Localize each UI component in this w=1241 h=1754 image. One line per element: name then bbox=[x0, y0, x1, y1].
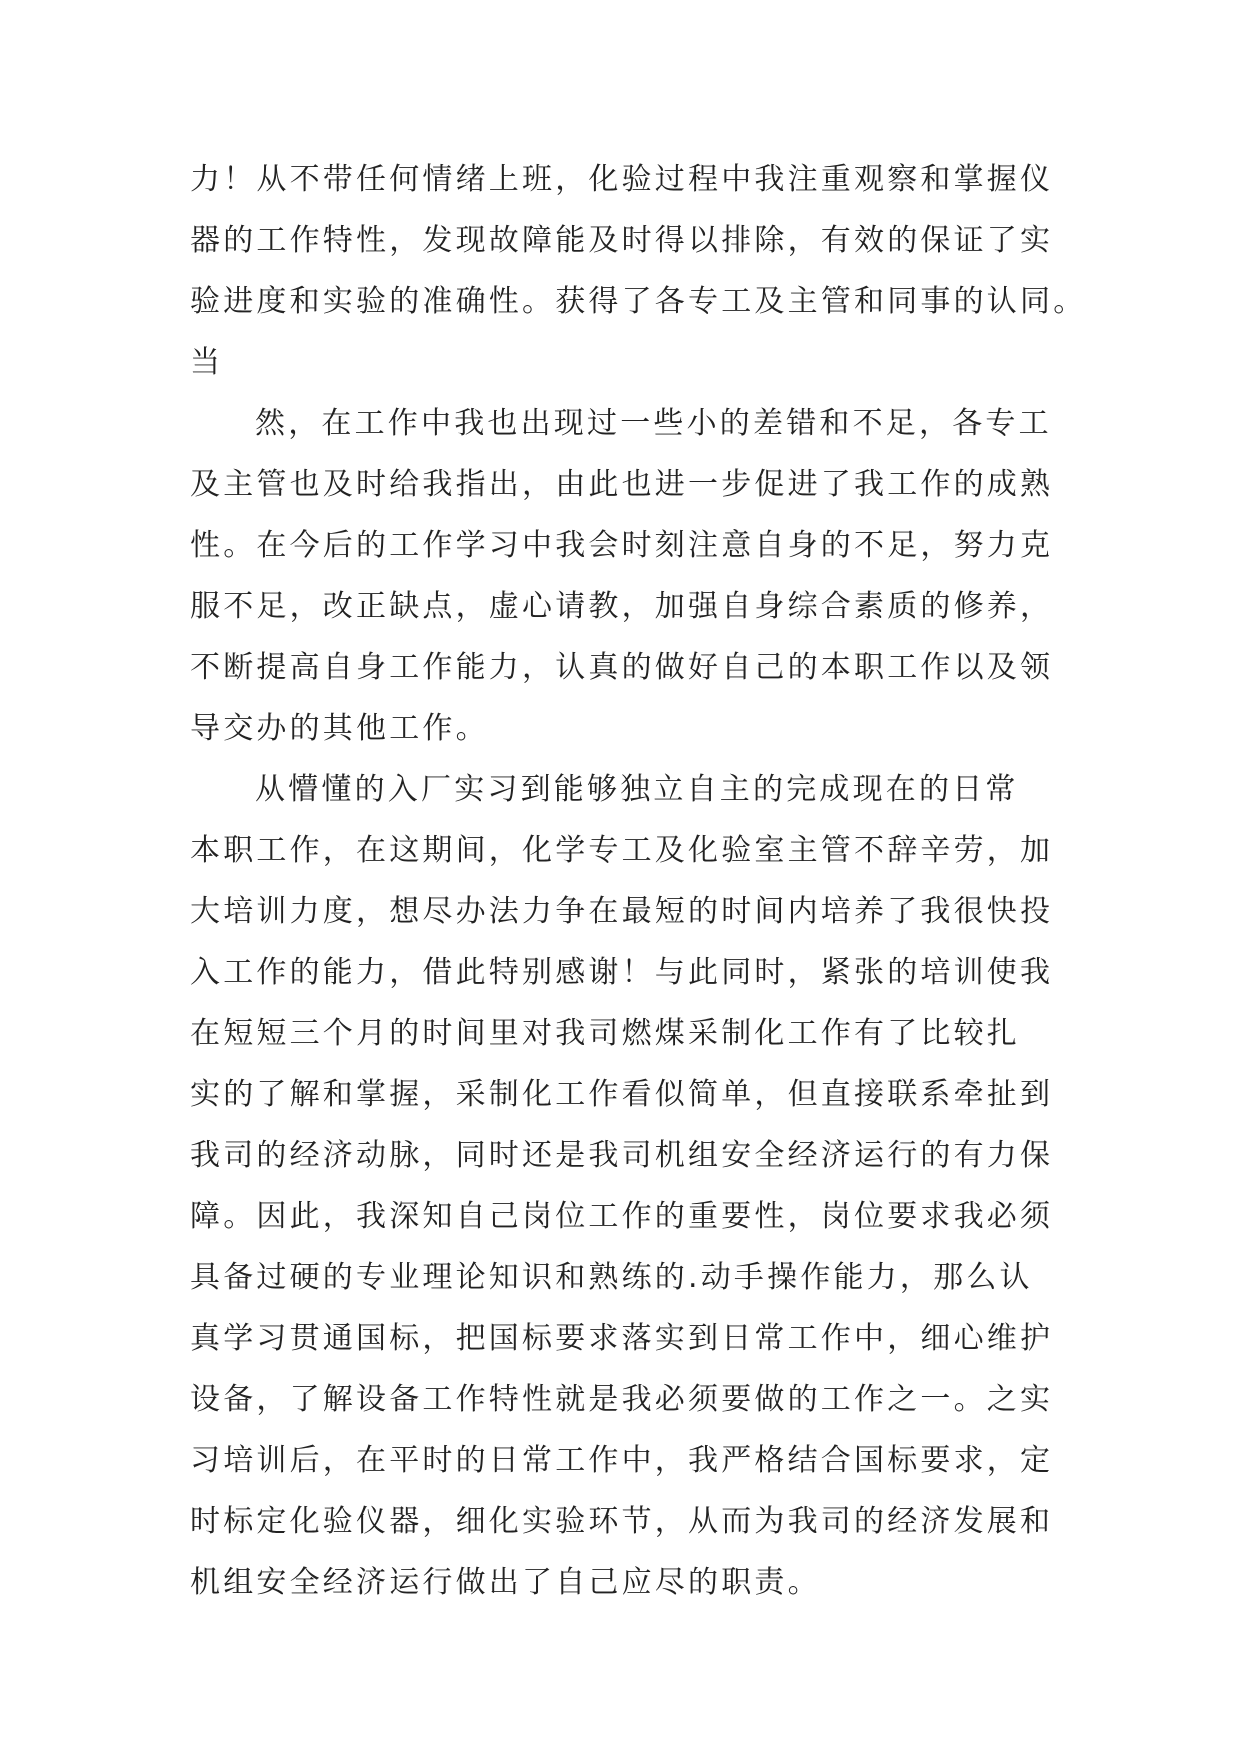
text-line: 实的了解和掌握，采制化工作看似简单，但直接联系牵扯到 bbox=[190, 1077, 1054, 1112]
text-line: 真学习贯通国标，把国标要求落实到日常工作中，细心维护 bbox=[190, 1321, 1054, 1356]
text-line: 我司的经济动脉，同时还是我司机组安全经济运行的有力保 bbox=[190, 1138, 1054, 1173]
text-line: 时标定化验仪器，细化实验环节，从而为我司的经济发展和 bbox=[190, 1504, 1054, 1539]
text-line: 服不足，改正缺点，虚心请教，加强自身综合素质的修养， bbox=[190, 589, 1054, 624]
text-line: 力！从不带任何情绪上班，化验过程中我注重观察和掌握仪 bbox=[190, 162, 1054, 197]
paragraph-start-line: 然，在工作中我也出现过一些小的差错和不足，各专工 bbox=[255, 406, 1052, 441]
text-line: 本职工作，在这期间，化学专工及化验室主管不辞辛劳，加 bbox=[190, 833, 1054, 868]
text-line: 导交办的其他工作。 bbox=[190, 711, 489, 746]
text-line: 大培训力度，想尽办法力争在最短的时间内培养了我很快投 bbox=[190, 894, 1054, 929]
text-line: 性。在今后的工作学习中我会时刻注意自身的不足，努力克 bbox=[190, 528, 1054, 563]
text-line: 入工作的能力，借此特别感谢！与此同时，紧张的培训使我 bbox=[190, 955, 1054, 990]
text-line: 障。因此，我深知自己岗位工作的重要性，岗位要求我必须 bbox=[190, 1199, 1054, 1234]
text-line: 机组安全经济运行做出了自己应尽的职责。 bbox=[190, 1565, 821, 1600]
text-line: 习培训后，在平时的日常工作中，我严格结合国标要求，定 bbox=[190, 1443, 1054, 1478]
paragraph-start-line: 从懵懂的入厂实习到能够独立自主的完成现在的日常 bbox=[255, 772, 1019, 807]
text-line: 不断提高自身工作能力，认真的做好自己的本职工作以及领 bbox=[190, 650, 1054, 685]
text-line: 器的工作特性，发现故障能及时得以排除，有效的保证了实 bbox=[190, 223, 1054, 258]
text-line: 设备，了解设备工作特性就是我必须要做的工作之一。之实 bbox=[190, 1382, 1054, 1417]
text-line: 在短短三个月的时间里对我司燃煤采制化工作有了比较扎 bbox=[190, 1016, 1020, 1051]
text-line: 具备过硬的专业理论知识和熟练的.动手操作能力，那么认 bbox=[190, 1260, 1033, 1295]
text-line: 及主管也及时给我指出，由此也进一步促进了我工作的成熟 bbox=[190, 467, 1054, 502]
text-line: 当 bbox=[190, 345, 224, 380]
text-line: 验进度和实验的准确性。获得了各专工及主管和同事的认同。 bbox=[190, 284, 1087, 319]
